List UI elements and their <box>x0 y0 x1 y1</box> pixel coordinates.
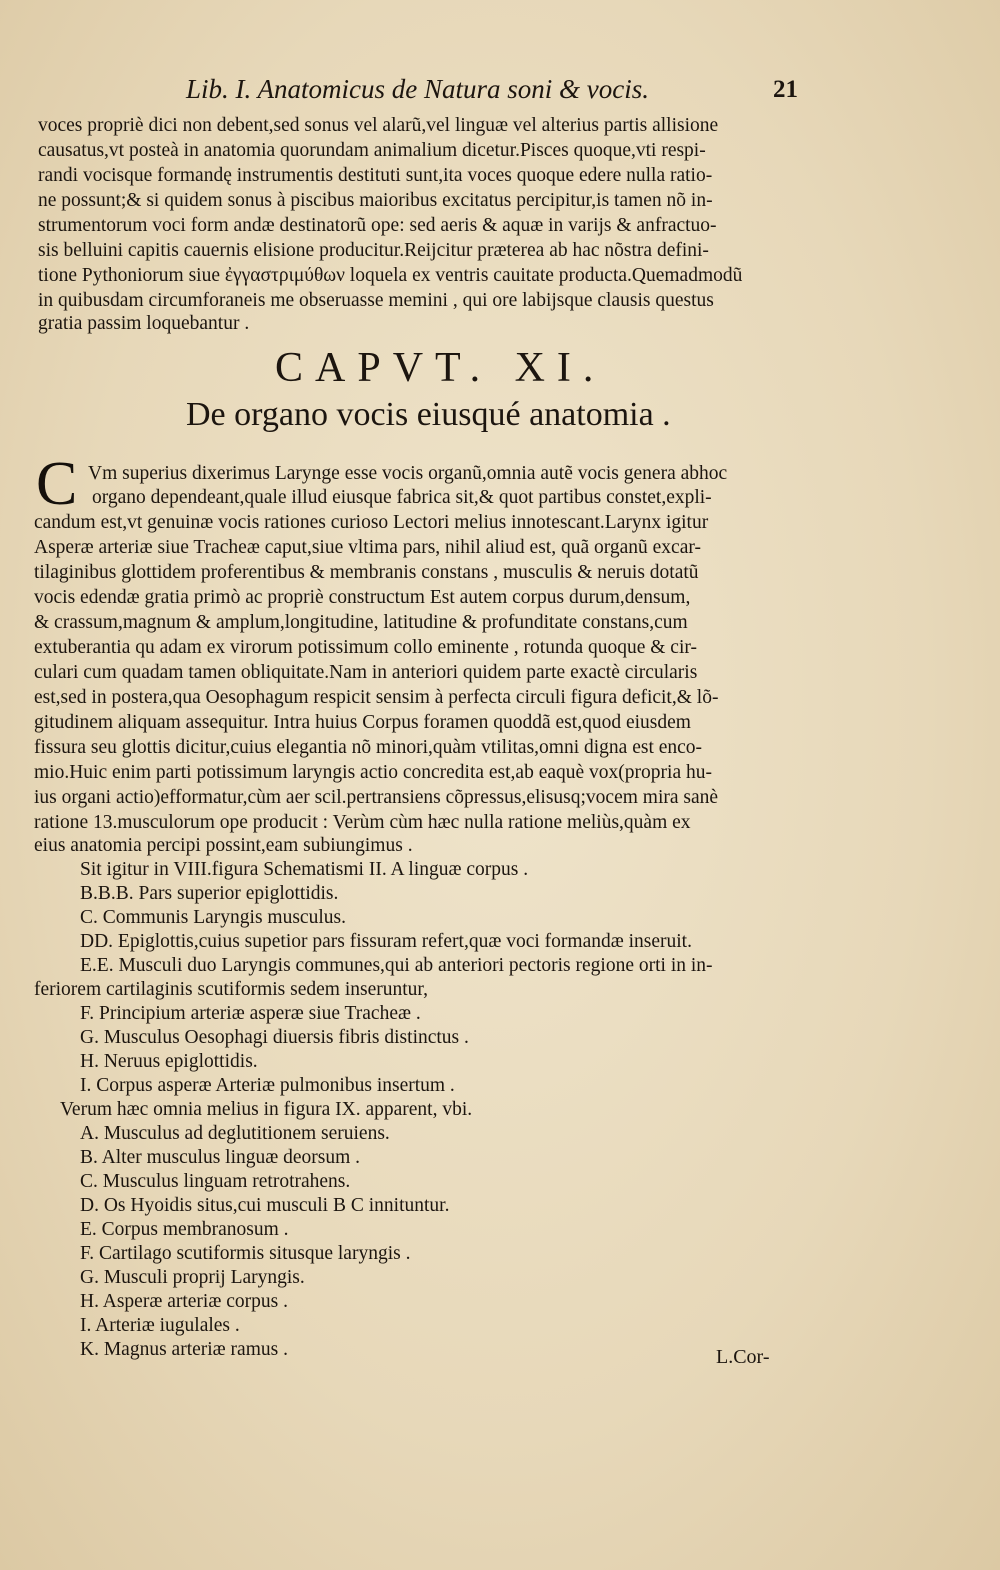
list-item: I. Corpus asperæ Arteriæ pulmonibus insertum . <box>80 1075 455 1096</box>
text-line: & crassum,magnum & amplum,longitudine, latitudine & profunditate constans,cum <box>34 612 688 633</box>
list-item: E. Corpus membranosum . <box>80 1219 289 1240</box>
list-item: K. Magnus arteriæ ramus . <box>80 1339 288 1360</box>
list-item: feriorem cartilaginis scutiformis sedem inseruntur, <box>34 979 428 1000</box>
page-number: 21 <box>773 76 798 103</box>
text-line: tilaginibus glottidem proferentibus & membranis constans , musculis & neruis dotatũ <box>34 562 699 583</box>
text-line: tione Pythoniorum siue ἐγγαστριμύθων loquela ex ventris cauitate producta.Quemadmodũ <box>38 265 743 286</box>
list-item: H. Neruus epiglottidis. <box>80 1051 258 1072</box>
chapter-heading: CAPVT. XI. <box>275 345 606 391</box>
text-line: randi vocisque formandę instrumentis destituti sunt,ita voces quoque edere nulla ratio- <box>38 165 713 186</box>
list-item: F. Cartilago scutiformis situsque laryngis . <box>80 1243 411 1264</box>
list-item: A. Musculus ad deglutitionem seruiens. <box>80 1123 390 1144</box>
text-line: voces propriè dici non debent,sed sonus vel alarũ,vel linguæ vel alterius partis allisione <box>38 115 719 136</box>
text-line: organo dependeant,quale illud eiusque fabrica sit,& quot partibus constet,expli- <box>92 487 712 508</box>
list-item: F. Principium arteriæ asperæ siue Tracheæ . <box>80 1003 421 1024</box>
list-item: G. Musculi proprij Laryngis. <box>80 1267 305 1288</box>
list-item: B. Alter musculus linguæ deorsum . <box>80 1147 361 1168</box>
list-item: DD. Epiglottis,cuius supetior pars fissuram refert,quæ voci formandæ inseruit. <box>80 931 692 952</box>
text-line: Vm superius dixerimus Larynge esse vocis organũ,omnia autẽ vocis genera abhoc <box>88 463 728 484</box>
text-line: mio.Huic enim parti potissimum laryngis actio concredita est,ab eaquè vox(propria hu- <box>34 762 712 783</box>
list-item: I. Arteriæ iugulales . <box>80 1315 240 1336</box>
text-line: sis belluini capitis cauernis elisione producitur.Reijcitur præterea ab hac nõstra defini- <box>38 240 709 261</box>
text-line: fissura seu glottis dicitur,cuius elegantia nõ minori,quàm vtilitas,omni digna est enco- <box>34 737 703 758</box>
text-line: est,sed in postera,qua Oesophagum respicit sensim à perfecta circuli figura deficit,& lõ- <box>34 687 719 708</box>
catchword: L.Cor- <box>716 1346 770 1368</box>
list-item: C. Musculus linguam retrotrahens. <box>80 1171 351 1192</box>
text-line: culari cum quadam tamen obliquitate.Nam in anteriori quidem parte exactè circularis <box>34 662 698 683</box>
drop-capital: C <box>36 450 78 518</box>
chapter-subtitle: De organo vocis eiusqué anatomia . <box>186 396 671 433</box>
text-line: ius organi actio)efformatur,cùm aer scil.pertransiens cõpressus,elisusq;vocem mira sanè <box>34 787 719 808</box>
list-item: E.E. Musculi duo Laryngis communes,qui ab anteriori pectoris regione orti in in- <box>80 955 713 976</box>
text-line: extuberantia qu adam ex virorum potissimum collo eminente , rotunda quoque & cir- <box>34 637 697 658</box>
text-line: ne possunt;& si quidem sonus à piscibus maioribus excitatus percipitur,is tamen nõ in- <box>38 190 713 211</box>
text-line: in quibusdam circumforaneis me obseruasse memini , qui ore labijsque clausis questus <box>38 290 714 311</box>
text-line: ratione 13.musculorum ope producit : Verùm cùm hæc nulla ratione meliùs,quàm ex <box>34 812 691 833</box>
text-line: strumentorum voci form andæ destinatorũ ope: sed aeris & aquæ in varijs & anfractuo- <box>38 215 717 236</box>
text-line: vocis edendæ gratia primò ac propriè constructum Est autem corpus durum,densum, <box>34 587 691 608</box>
text-line: gitudinem aliquam assequitur. Intra huius Corpus foramen quoddã est,quod eiusdem <box>34 712 691 733</box>
list-item: G. Musculus Oesophagi diuersis fibris distinctus . <box>80 1027 469 1048</box>
list-item: C. Communis Laryngis musculus. <box>80 907 346 928</box>
running-title: Lib. I. Anatomicus de Natura soni & vocis. <box>186 74 649 104</box>
text-line: candum est,vt genuinæ vocis rationes curioso Lectori melius innotescant.Larynx igitur <box>34 512 709 533</box>
figure-key-ix-intro: Verum hæc omnia melius in figura IX. apparent, vbi. <box>60 1099 473 1120</box>
list-item: Sit igitur in VIII.figura Schematismi II. A linguæ corpus . <box>80 859 529 880</box>
text-line: causatus,vt posteà in anatomia quorundam animalium dicetur.Pisces quoque,vti respi- <box>38 140 706 161</box>
running-header <box>186 74 798 105</box>
list-item: B.B.B. Pars superior epiglottidis. <box>80 883 339 904</box>
text-line: eius anatomia percipi possint,eam subiungimus . <box>34 835 413 856</box>
text-line: Asperæ arteriæ siue Tracheæ caput,siue vltima pars, nihil aliud est, quã organũ excar- <box>34 537 701 558</box>
list-item: H. Asperæ arteriæ corpus . <box>80 1291 288 1312</box>
list-item: D. Os Hyoidis situs,cui musculi B C innituntur. <box>80 1195 450 1216</box>
text-line: gratia passim loquebantur . <box>38 313 250 334</box>
